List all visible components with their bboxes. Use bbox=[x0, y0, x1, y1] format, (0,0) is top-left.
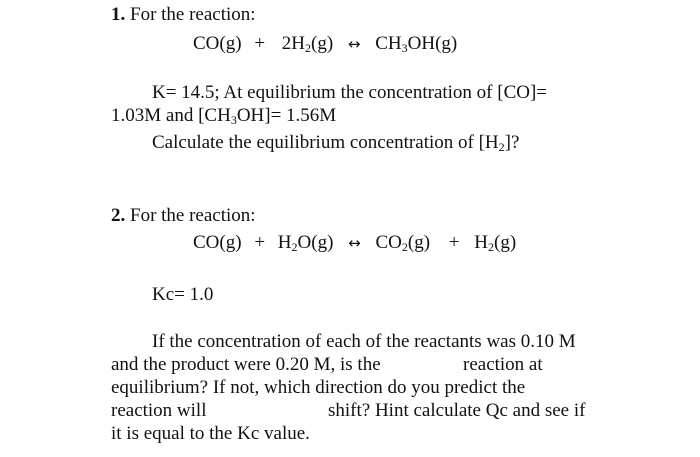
kc-value: Kc= 1.0 bbox=[152, 284, 214, 305]
reactant-h2o bbox=[278, 232, 334, 254]
paragraph-line: reaction will bbox=[111, 400, 207, 421]
plus-sign: + bbox=[254, 33, 266, 54]
formula-text: CO bbox=[375, 232, 402, 253]
formula-text: (g) bbox=[311, 33, 334, 54]
formula-text: (g) bbox=[494, 232, 517, 253]
given-text: OH]= 1.56M bbox=[236, 105, 337, 126]
product-ch3oh bbox=[375, 33, 457, 55]
equilibrium-arrow-icon: ↔ bbox=[347, 35, 361, 53]
reactant-h2 bbox=[282, 33, 333, 55]
question-1-header bbox=[111, 4, 256, 26]
given-k-value: K= 14.5; At equilibrium the concentration of [CO]= bbox=[152, 82, 548, 103]
formula-text: 2H bbox=[281, 33, 306, 54]
subscript: 2 bbox=[401, 240, 408, 254]
product-h2 bbox=[474, 232, 516, 254]
plus-sign: + bbox=[448, 232, 460, 253]
question-intro: For the reaction: bbox=[130, 4, 256, 25]
prompt-text: ]? bbox=[504, 132, 520, 153]
equilibrium-arrow-icon: ↔ bbox=[348, 234, 361, 252]
plus-sign: + bbox=[254, 232, 266, 253]
question-number: 2. bbox=[111, 205, 126, 226]
subscript: 3 bbox=[401, 41, 408, 55]
subscript: 2 bbox=[498, 140, 505, 154]
subscript: 2 bbox=[291, 240, 298, 254]
paragraph-line: reaction at bbox=[463, 354, 543, 375]
formula-text: (g) bbox=[407, 232, 431, 253]
question-prompt bbox=[152, 132, 519, 154]
paragraph-line: If the concentration of each of the reactants was 0.10 M bbox=[152, 331, 576, 352]
paragraph-line: and the product were 0.20 M, is the bbox=[111, 354, 381, 375]
question-intro: For the reaction: bbox=[130, 205, 256, 226]
prompt-text: Calculate the equilibrium concentration of [H bbox=[152, 132, 499, 153]
subscript: 2 bbox=[305, 41, 312, 55]
reaction-equation-1 bbox=[193, 33, 457, 55]
product-co2 bbox=[375, 232, 430, 254]
question-number: 1. bbox=[111, 4, 126, 25]
paragraph-line: equilibrium? If not, which direction do you predict the bbox=[111, 377, 526, 398]
question-2-header bbox=[111, 205, 256, 227]
formula-text: O(g) bbox=[297, 232, 334, 253]
formula-text: CH bbox=[375, 33, 402, 54]
formula-text: H bbox=[474, 232, 488, 253]
paragraph-line: it is equal to the Kc value. bbox=[111, 423, 310, 444]
given-text: 1.03M and [CH bbox=[111, 105, 231, 126]
given-concentrations bbox=[111, 105, 336, 127]
formula-text: OH(g) bbox=[407, 33, 458, 54]
reactant-co: CO(g) bbox=[193, 232, 242, 253]
reactant-co: CO(g) bbox=[193, 33, 242, 54]
paragraph-line: shift? Hint calculate Qc and see if bbox=[328, 400, 586, 421]
formula-text: H bbox=[277, 232, 292, 253]
subscript: 2 bbox=[488, 240, 494, 254]
subscript: 3 bbox=[230, 113, 237, 127]
reaction-equation-2 bbox=[193, 232, 516, 254]
